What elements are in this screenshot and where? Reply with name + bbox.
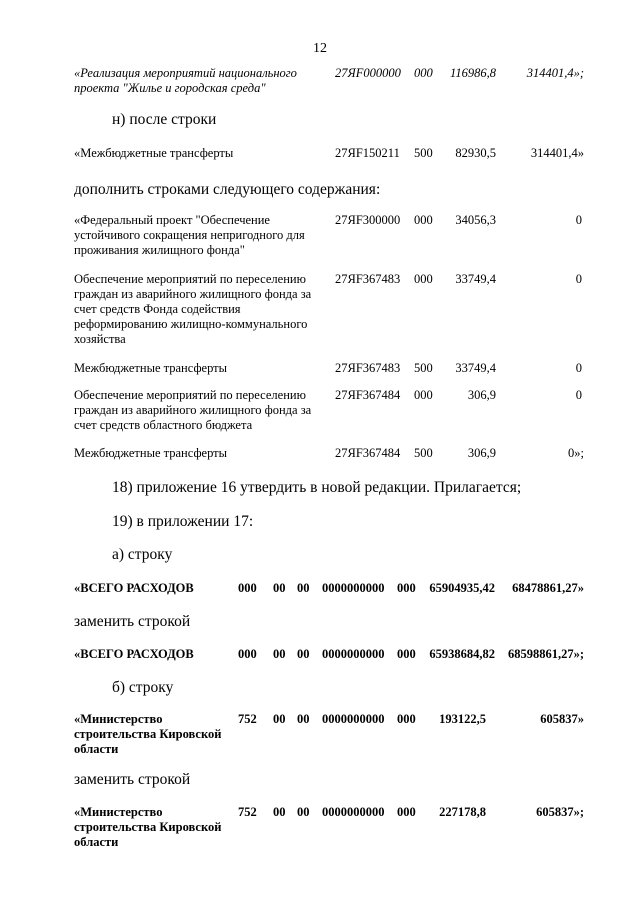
item-a: а) строку (112, 546, 173, 563)
total-c2: 00 (273, 581, 286, 595)
row-val2: 0 (575, 361, 582, 375)
row-vr: 000 (414, 388, 433, 402)
total-v1: 65938684,82 (429, 647, 495, 661)
ministry-c2: 00 (273, 712, 286, 726)
row-val1: 34056,3 (455, 213, 496, 227)
row-code: 27ЯF367483 (335, 361, 401, 375)
row-name-line: «Межбюджетные трансферты (74, 146, 234, 160)
total-c4: 0000000000 (322, 581, 385, 595)
ministry-c5: 000 (397, 805, 416, 819)
total-c3: 00 (297, 647, 310, 661)
ministry-c5: 000 (397, 712, 416, 726)
row-val1: 306,9 (467, 446, 496, 460)
ministry-v2: 605837»; (536, 805, 584, 819)
total-c1: 000 (238, 581, 257, 595)
row-vr: 500 (414, 146, 433, 160)
row-code: 27ЯF300000 (335, 213, 401, 227)
row-name-line: реформированию жилищно-коммунального (74, 317, 308, 331)
row-code: 27ЯF367483 (335, 272, 401, 286)
ministry-c1: 752 (238, 712, 257, 726)
row-name-line: граждан из аварийного жилищного фонда за (74, 403, 312, 417)
replace-with-line: заменить строкой (74, 771, 191, 788)
total-v2: 68598861,27»; (507, 647, 584, 661)
ministry-v1: 193122,5 (439, 712, 486, 726)
row-val1: 33749,4 (455, 272, 496, 286)
total-c5: 000 (397, 647, 416, 661)
row-vr: 000 (414, 66, 433, 80)
row-val1: 33749,4 (455, 361, 496, 375)
row-val1: 116986,8 (450, 66, 496, 80)
row-name-line: проживания жилищного фонда" (74, 243, 245, 257)
ministry-name-line: области (74, 835, 119, 849)
ministry-v2: 605837» (540, 712, 584, 726)
row-name-line: хозяйства (74, 332, 126, 346)
row-val1: 306,9 (467, 388, 496, 402)
row-val2: 0 (575, 213, 582, 227)
total-c4: 0000000000 (322, 647, 385, 661)
row-name-line: счет средств областного бюджета (74, 418, 253, 432)
ministry-c3: 00 (297, 712, 310, 726)
row-name-line: «Федеральный проект "Обеспечение (74, 213, 270, 227)
row-name-line: Обеспечение мероприятий по переселению (74, 388, 306, 402)
ministry-name-line: «Министерство (74, 712, 163, 726)
row-code: 27ЯF150211 (335, 146, 400, 160)
row-name-line: устойчивого сокращения непригодного для (74, 228, 305, 242)
item-b: б) строку (112, 679, 174, 696)
row-val2: 314401,4»; (526, 66, 584, 80)
total-v2: 68478861,27» (512, 581, 584, 595)
row-val2: 0 (575, 272, 582, 286)
item-18: 18) приложение 16 утвердить в новой редакции. Прилагается; (112, 479, 522, 496)
total-name: «ВСЕГО РАСХОДОВ (74, 647, 194, 661)
row-name-line: счет средств Фонда содействия (74, 302, 241, 316)
row-vr: 000 (414, 272, 433, 286)
total-v1: 65904935,42 (429, 581, 495, 595)
row-vr: 500 (414, 446, 433, 460)
ministry-name-line: строительства Кировской (74, 727, 222, 741)
ministry-c3: 00 (297, 805, 310, 819)
ministry-name-line: области (74, 742, 119, 756)
row-name-line: Межбюджетные трансферты (74, 361, 228, 375)
row-code: 27ЯF367484 (335, 446, 401, 460)
ministry-c4: 0000000000 (322, 805, 385, 819)
total-name: «ВСЕГО РАСХОДОВ (74, 581, 194, 595)
ministry-c1: 752 (238, 805, 257, 819)
replace-with-line: заменить строкой (74, 613, 191, 630)
total-c5: 000 (397, 581, 416, 595)
row-name-line: граждан из аварийного жилищного фонда за (74, 287, 312, 301)
row-name-line: проекта "Жилье и городская среда" (74, 81, 266, 95)
ministry-c4: 0000000000 (322, 712, 385, 726)
row-code: 27ЯF000000 (335, 66, 401, 80)
page-number: 12 (313, 41, 327, 56)
instruction-after-line: н) после строки (112, 111, 217, 128)
row-val2: 0»; (568, 446, 584, 460)
row-name-line: «Реализация мероприятий национального (74, 66, 297, 80)
row-name-line: Обеспечение мероприятий по переселению (74, 272, 306, 286)
ministry-v1: 227178,8 (439, 805, 486, 819)
instruction-add-lines: дополнить строками следующего содержания: (74, 181, 381, 198)
item-19: 19) в приложении 17: (112, 513, 254, 530)
total-c1: 000 (238, 647, 257, 661)
ministry-name-line: «Министерство (74, 805, 163, 819)
row-code: 27ЯF367484 (335, 388, 401, 402)
row-val1: 82930,5 (455, 146, 496, 160)
row-vr: 000 (414, 213, 433, 227)
row-val2: 0 (575, 388, 582, 402)
row-val2: 314401,4» (530, 146, 584, 160)
ministry-c2: 00 (273, 805, 286, 819)
row-name-line: Межбюджетные трансферты (74, 446, 228, 460)
total-c2: 00 (273, 647, 286, 661)
total-c3: 00 (297, 581, 310, 595)
ministry-name-line: строительства Кировской (74, 820, 222, 834)
row-vr: 500 (414, 361, 433, 375)
